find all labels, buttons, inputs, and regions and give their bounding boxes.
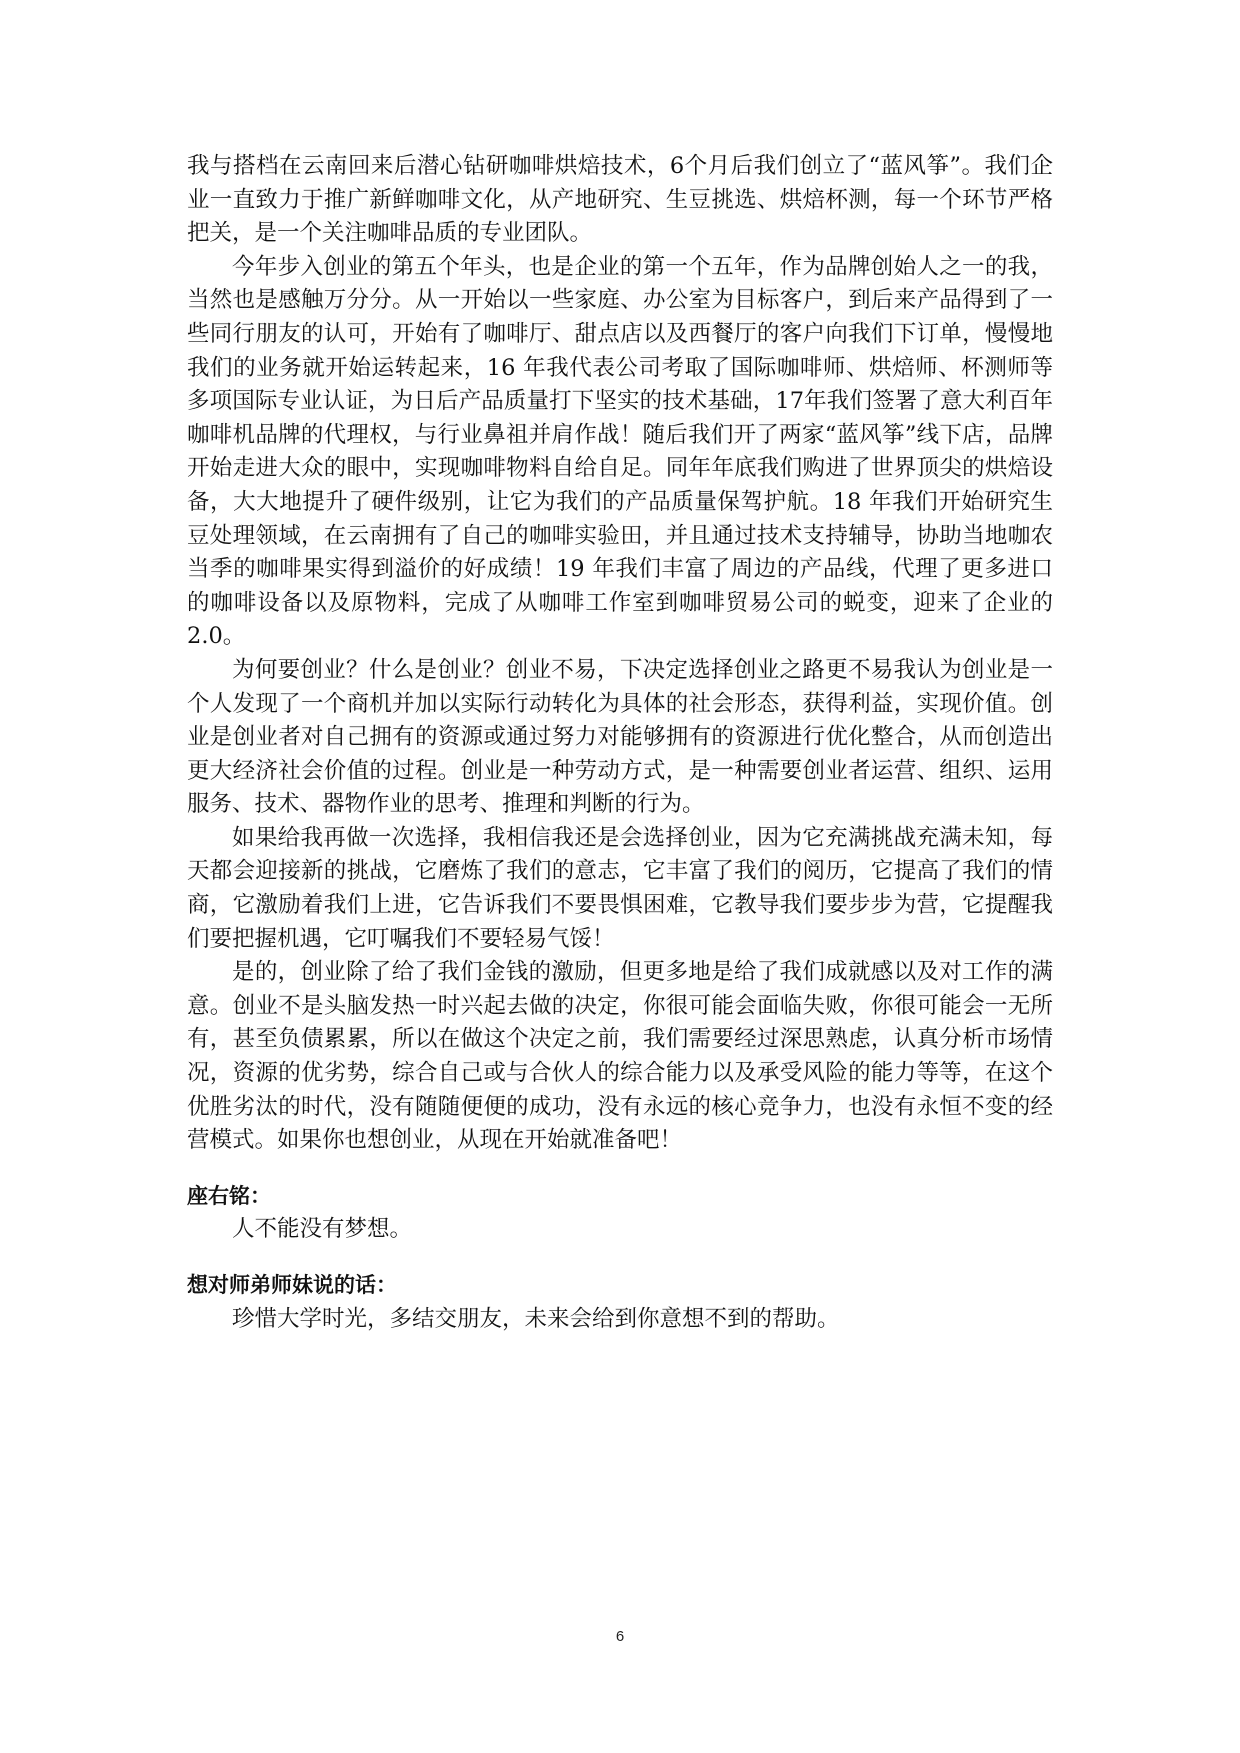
section-spacer xyxy=(187,1158,1053,1180)
page-content xyxy=(187,150,1053,1336)
body-paragraph-1: 我与搭档在云南回来后潜心钻研咖啡烘焙技术，6个月后我们创立了“蓝风筝”。我们企业一直致力于推广新鲜咖啡文化，从产地研究、生豆挑选、烘焙杯测，每一个环节严格把关，是一个关注咖啡品质的专业团队。 xyxy=(187,153,1053,247)
page-number: 6 xyxy=(615,1628,625,1645)
motto-text: 人不能没有梦想。 xyxy=(232,1216,413,1243)
body-paragraph-5: 是的，创业除了给了我们金钱的激励，但更多地是给了我们成就感以及对工作的满意。创业不是头脑发热一时兴起去做的决定，你很可能会面临失败，你很可能会一无所有，甚至负债累累，所以在做这个决定之前，我们需要经过深思熟虑，认真分析市场情况，资源的优劣势，综合自己或与合伙人的综合能力以及承受风险的能力等等，在这个优胜劣汰的时代，没有随随便便的成功，没有永远的核心竞争力，也没有永恒不变的经营模式。如果你也想创业，从现在开始就准备吧！ xyxy=(187,959,1053,1154)
body-paragraph-2: 今年步入创业的第五个年头，也是企业的第一个五年，作为品牌创始人之一的我，当然也是感触万分分。从一开始以一些家庭、办公室为目标客户，到后来产品得到了一些同行朋友的认可，开始有了咖啡厅、甜点店以及西餐厅的客户向我们下订单，慢慢地我们的业务就开始运转起来，16 年我代表公司考取了国际咖啡师、烘焙师、杯测师等多项国际专业认证，为日后产品质量打下坚实的技术基础，17年我们签署了意大利百年咖啡机品牌的代理权，与行业鼻祖并肩作战！随后我们开了两家“蓝风筝”线下店，品牌开始走进大众的眼中，实现咖啡物料自给自足。同年年底我们购进了世界顶尖的烘焙设备，大大地提升了硬件级别，让它为我们的产品质量保驾护航。18 年我们开始研究生豆处理领域，在云南拥有了自己的咖啡实验田，并且通过技术支持辅导，协助当地咖农当季的咖啡果实得到溢价的好成绩！19 年我们丰富了周边的产品线，代理了更多进口的咖啡设备以及原物料，完成了从咖啡工作室到咖啡贸易公司的蜕变，迎来了企业的 2.0。 xyxy=(187,253,1053,650)
body-paragraph-3: 为何要创业？什么是创业？创业不易，下决定选择创业之路更不易我认为创业是一个人发现了一个商机并加以实际行动转化为具体的社会形态，获得利益，实现价值。创业是创业者对自己拥有的资源或通过努力对能够拥有的资源进行优化整合，从而创造出更大经济社会价值的过程。创业是一种劳动方式，是一种需要创业者运营、组织、运用服务、技术、器物作业的思考、推理和判断的行为。 xyxy=(187,656,1053,818)
message-text: 珍惜大学时光，多结交朋友，未来会给到你意想不到的帮助。 xyxy=(232,1305,840,1332)
section-spacer xyxy=(187,1247,1053,1269)
motto-heading: 座右铭： xyxy=(187,1183,271,1208)
body-paragraph-4: 如果给我再做一次选择，我相信我还是会选择创业，因为它充满挑战充满未知，每天都会迎接新的挑战，它磨炼了我们的意志，它丰富了我们的阅历，它提高了我们的情商，它激励着我们上进，它告诉我们不要畏惧困难，它教导我们要步步为营，它提醒我们要把握机遇，它叮嘱我们不要轻易气馁！ xyxy=(187,824,1053,952)
message-heading: 想对师弟师妹说的话： xyxy=(187,1273,397,1297)
